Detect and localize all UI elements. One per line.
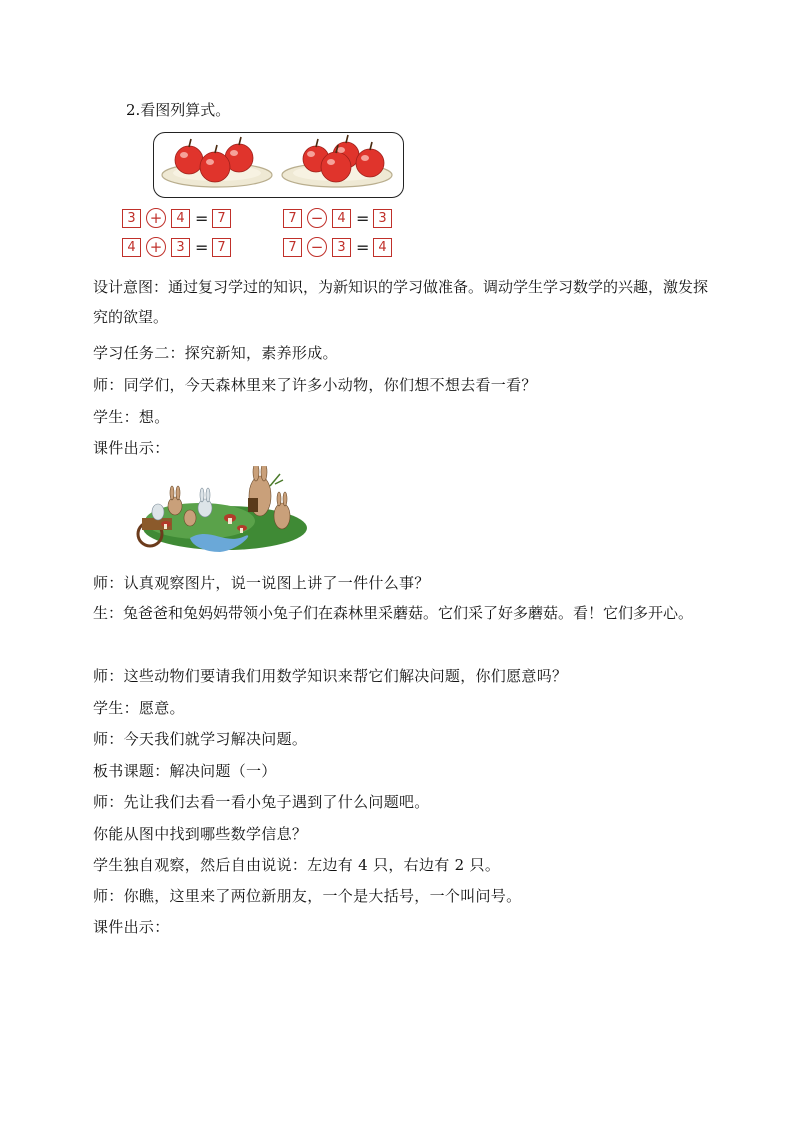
equation-number: 3 bbox=[171, 238, 190, 257]
dialogue-line: 师：先让我们去看一看小兔子遇到了什么问题吧。 bbox=[93, 793, 430, 811]
equals-sign: = bbox=[195, 208, 209, 228]
equals-sign: = bbox=[356, 237, 370, 257]
equation-result: 3 bbox=[373, 209, 392, 228]
courseware-label: 课件出示： bbox=[93, 918, 170, 936]
equation-number: 7 bbox=[283, 209, 302, 228]
equation-result: 7 bbox=[212, 209, 231, 228]
equation-number: 7 bbox=[283, 238, 302, 257]
equation-number: 3 bbox=[122, 209, 141, 228]
courseware-label: 课件出示： bbox=[93, 439, 170, 457]
equals-sign: = bbox=[195, 237, 209, 257]
apples-illustration bbox=[153, 132, 404, 198]
minus-icon: − bbox=[307, 237, 327, 257]
student-answer-paragraph: 生：兔爸爸和兔妈妈带领小兔子们在森林里采蘑菇。它们采了好多蘑菇。看！它们多开心。 bbox=[93, 604, 694, 622]
plus-icon: + bbox=[146, 208, 166, 228]
equation-row-1 bbox=[122, 208, 231, 228]
rabbits-picking-mushrooms-image bbox=[130, 466, 308, 554]
equation-result: 7 bbox=[212, 238, 231, 257]
minus-icon: − bbox=[307, 208, 327, 228]
equation-number: 3 bbox=[332, 238, 351, 257]
observation-line: 学生独自观察，然后自由说说：左边有 4 只，右边有 2 只。 bbox=[93, 856, 501, 874]
plus-icon: + bbox=[146, 237, 166, 257]
dialogue-line: 师：今天我们就学习解决问题。 bbox=[93, 730, 308, 748]
exercise-heading: 2.看图列算式。 bbox=[126, 101, 231, 119]
equation-row-3 bbox=[122, 237, 231, 257]
equation-result: 4 bbox=[373, 238, 392, 257]
board-title-line: 板书课题：解决问题（一） bbox=[93, 762, 277, 780]
equation-row-2 bbox=[283, 208, 392, 228]
dialogue-line: 师：你瞧，这里来了两位新朋友，一个是大括号，一个叫问号。 bbox=[93, 887, 522, 905]
equals-sign: = bbox=[356, 208, 370, 228]
equation-number: 4 bbox=[332, 209, 351, 228]
task-two-heading: 学习任务二：探究新知，素养形成。 bbox=[93, 344, 338, 362]
dialogue-line: 学生：想。 bbox=[93, 408, 170, 426]
dialogue-line: 师：认真观察图片，说一说图上讲了一件什么事？ bbox=[93, 574, 430, 592]
dialogue-line: 学生：愿意。 bbox=[93, 699, 185, 717]
equation-number: 4 bbox=[171, 209, 190, 228]
dialogue-line: 师：同学们，今天森林里来了许多小动物，你们想不想去看一看？ bbox=[93, 376, 537, 394]
design-intent-paragraph: 设计意图：通过复习学过的知识，为新知识的学习做准备。调动学生学习数学的兴趣，激发探究的欲望。 bbox=[93, 278, 709, 326]
dialogue-line: 师：这些动物们要请我们用数学知识来帮它们解决问题，你们愿意吗？ bbox=[93, 667, 568, 685]
equation-number: 4 bbox=[122, 238, 141, 257]
equation-row-4 bbox=[283, 237, 392, 257]
question-line: 你能从图中找到哪些数学信息？ bbox=[93, 825, 308, 843]
